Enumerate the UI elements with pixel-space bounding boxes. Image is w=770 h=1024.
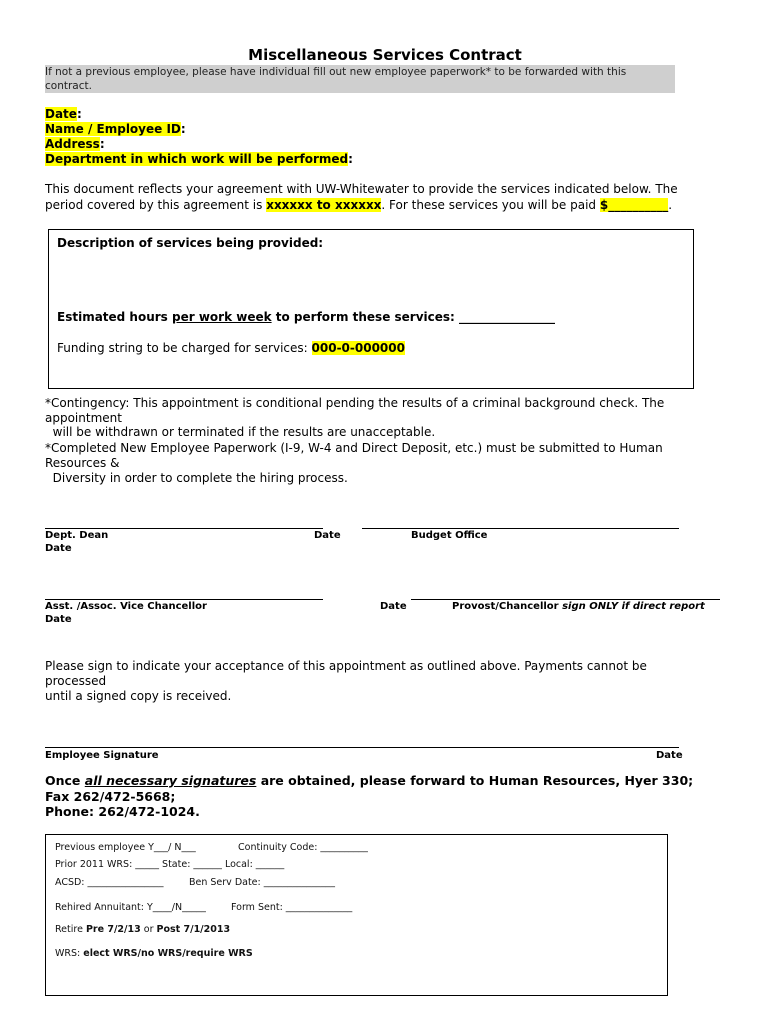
contingency-line-1: *Contingency: This appointment is conditional pending the results of a criminal background check. The [45,396,665,410]
pay-value: $__________ [599,198,669,212]
contingency-line-4: *Completed New Employee Paperwork (I-9, W-4 and Direct Deposit, etc.) must be submitted to Human [45,441,663,455]
services-description-label: Description of services being provided: [57,236,324,250]
previous-employee-field: Previous employee Y___/ N___ [55,842,196,853]
contingency-line-3: will be withdrawn or terminated if the results are unacceptable. [45,425,436,439]
forward-emphasis: all necessary signatures [84,773,257,788]
paperwork-note: If not a previous employee, please have individual fill out new employee paperwork* to be forwarded with this contract. [45,65,675,93]
employee-signature-line [45,747,679,748]
colon: : [180,122,186,136]
phone-number: Phone: 262/472-1024. [45,804,200,819]
funding-value: 000-0-000000 [311,341,405,355]
acceptance-line-3: until a signed copy is received. [45,689,232,703]
hours-text: Estimated hours [57,310,173,324]
wrs-field [55,948,253,959]
rehired-annuitant-field: Rehired Annuitant: Y____/N_____ [55,902,206,913]
colon: : [76,107,82,121]
date-label: Date [656,750,683,761]
retire-text: Retire [55,924,86,935]
contingency-line-6: Diversity in order to complete the hiring process. [45,471,348,485]
date-label: Date [45,543,72,554]
name-label: Name / Employee ID [45,122,181,136]
estimated-hours [57,310,555,324]
acceptance-line-2: processed [45,674,107,688]
agreement-text: period covered by this agreement is [45,198,267,212]
colon: : [99,137,105,151]
period-value: xxxxxx to xxxxxx [266,198,382,212]
forward-text: Once [45,773,85,788]
name-field [45,122,186,136]
address-label: Address [45,137,100,151]
agreement-line-1: This document reflects your agreement with UW-Whitewater to provide the services indicated below. The [45,182,678,196]
address-field [45,137,105,151]
department-field [45,152,353,166]
date-label: Date [380,601,407,612]
provost-text: Provost/Chancellor [452,601,563,612]
department-label: Department in which work will be performed [45,152,349,166]
provost-note: sign ONLY if direct report [562,601,705,612]
forward-instructions [45,773,693,788]
agreement-text: . For these services you will be paid [381,198,600,212]
provost-label [452,601,705,612]
budget-signature-line [362,528,679,529]
retire-pre: Pre 7/2/13 [85,924,141,935]
retire-text: or [140,924,157,935]
agreement-line-2 [45,198,672,213]
page-title: Miscellaneous Services Contract [248,46,522,64]
date-label: Date [314,530,341,541]
colon: : [348,152,353,166]
date-label: Date [45,107,77,121]
ben-serv-date-field: Ben Serv Date: _______________ [189,877,336,888]
contingency-line-2: appointment [45,411,122,425]
hours-text: to perform these services: ________________ [271,310,556,324]
forward-text: are obtained, please forward to Human Resources, Hyer 330; [256,773,694,788]
wrs-options: elect WRS/no WRS/require WRS [83,948,253,959]
dean-signature-line [45,528,323,529]
hours-underlined: per work week [172,310,272,324]
asst-vc-label: Asst. /Assoc. Vice Chancellor [45,601,207,612]
vc-signature-line [45,599,323,600]
acsd-field: ACSD: ________________ [55,877,164,888]
prior-wrs-field: Prior 2011 WRS: _____ State: ______ Local: ______ [55,859,285,870]
wrs-text: WRS: [55,948,84,959]
continuity-code-field: Continuity Code: __________ [238,842,368,853]
retire-post: Post 7/1/2013 [156,924,231,935]
form-sent-field: Form Sent: ______________ [231,902,353,913]
acceptance-line-1: Please sign to indicate your acceptance of this appointment as outlined above. Payments cannot be [45,659,647,673]
provost-signature-line [411,599,720,600]
budget-office-label: Budget Office [411,530,488,541]
funding-string [57,341,405,356]
fax-number: Fax 262/472-5668; [45,789,176,804]
employee-signature-label: Employee Signature [45,750,159,761]
contingency-line-5: Resources & [45,456,120,470]
date-label: Date [45,614,72,625]
funding-label: Funding string to be charged for services: [57,341,312,355]
retire-field [55,924,230,935]
dept-dean-label: Dept. Dean [45,530,109,541]
agreement-text: . [668,198,673,212]
date-field [45,107,82,121]
services-box [48,229,694,389]
